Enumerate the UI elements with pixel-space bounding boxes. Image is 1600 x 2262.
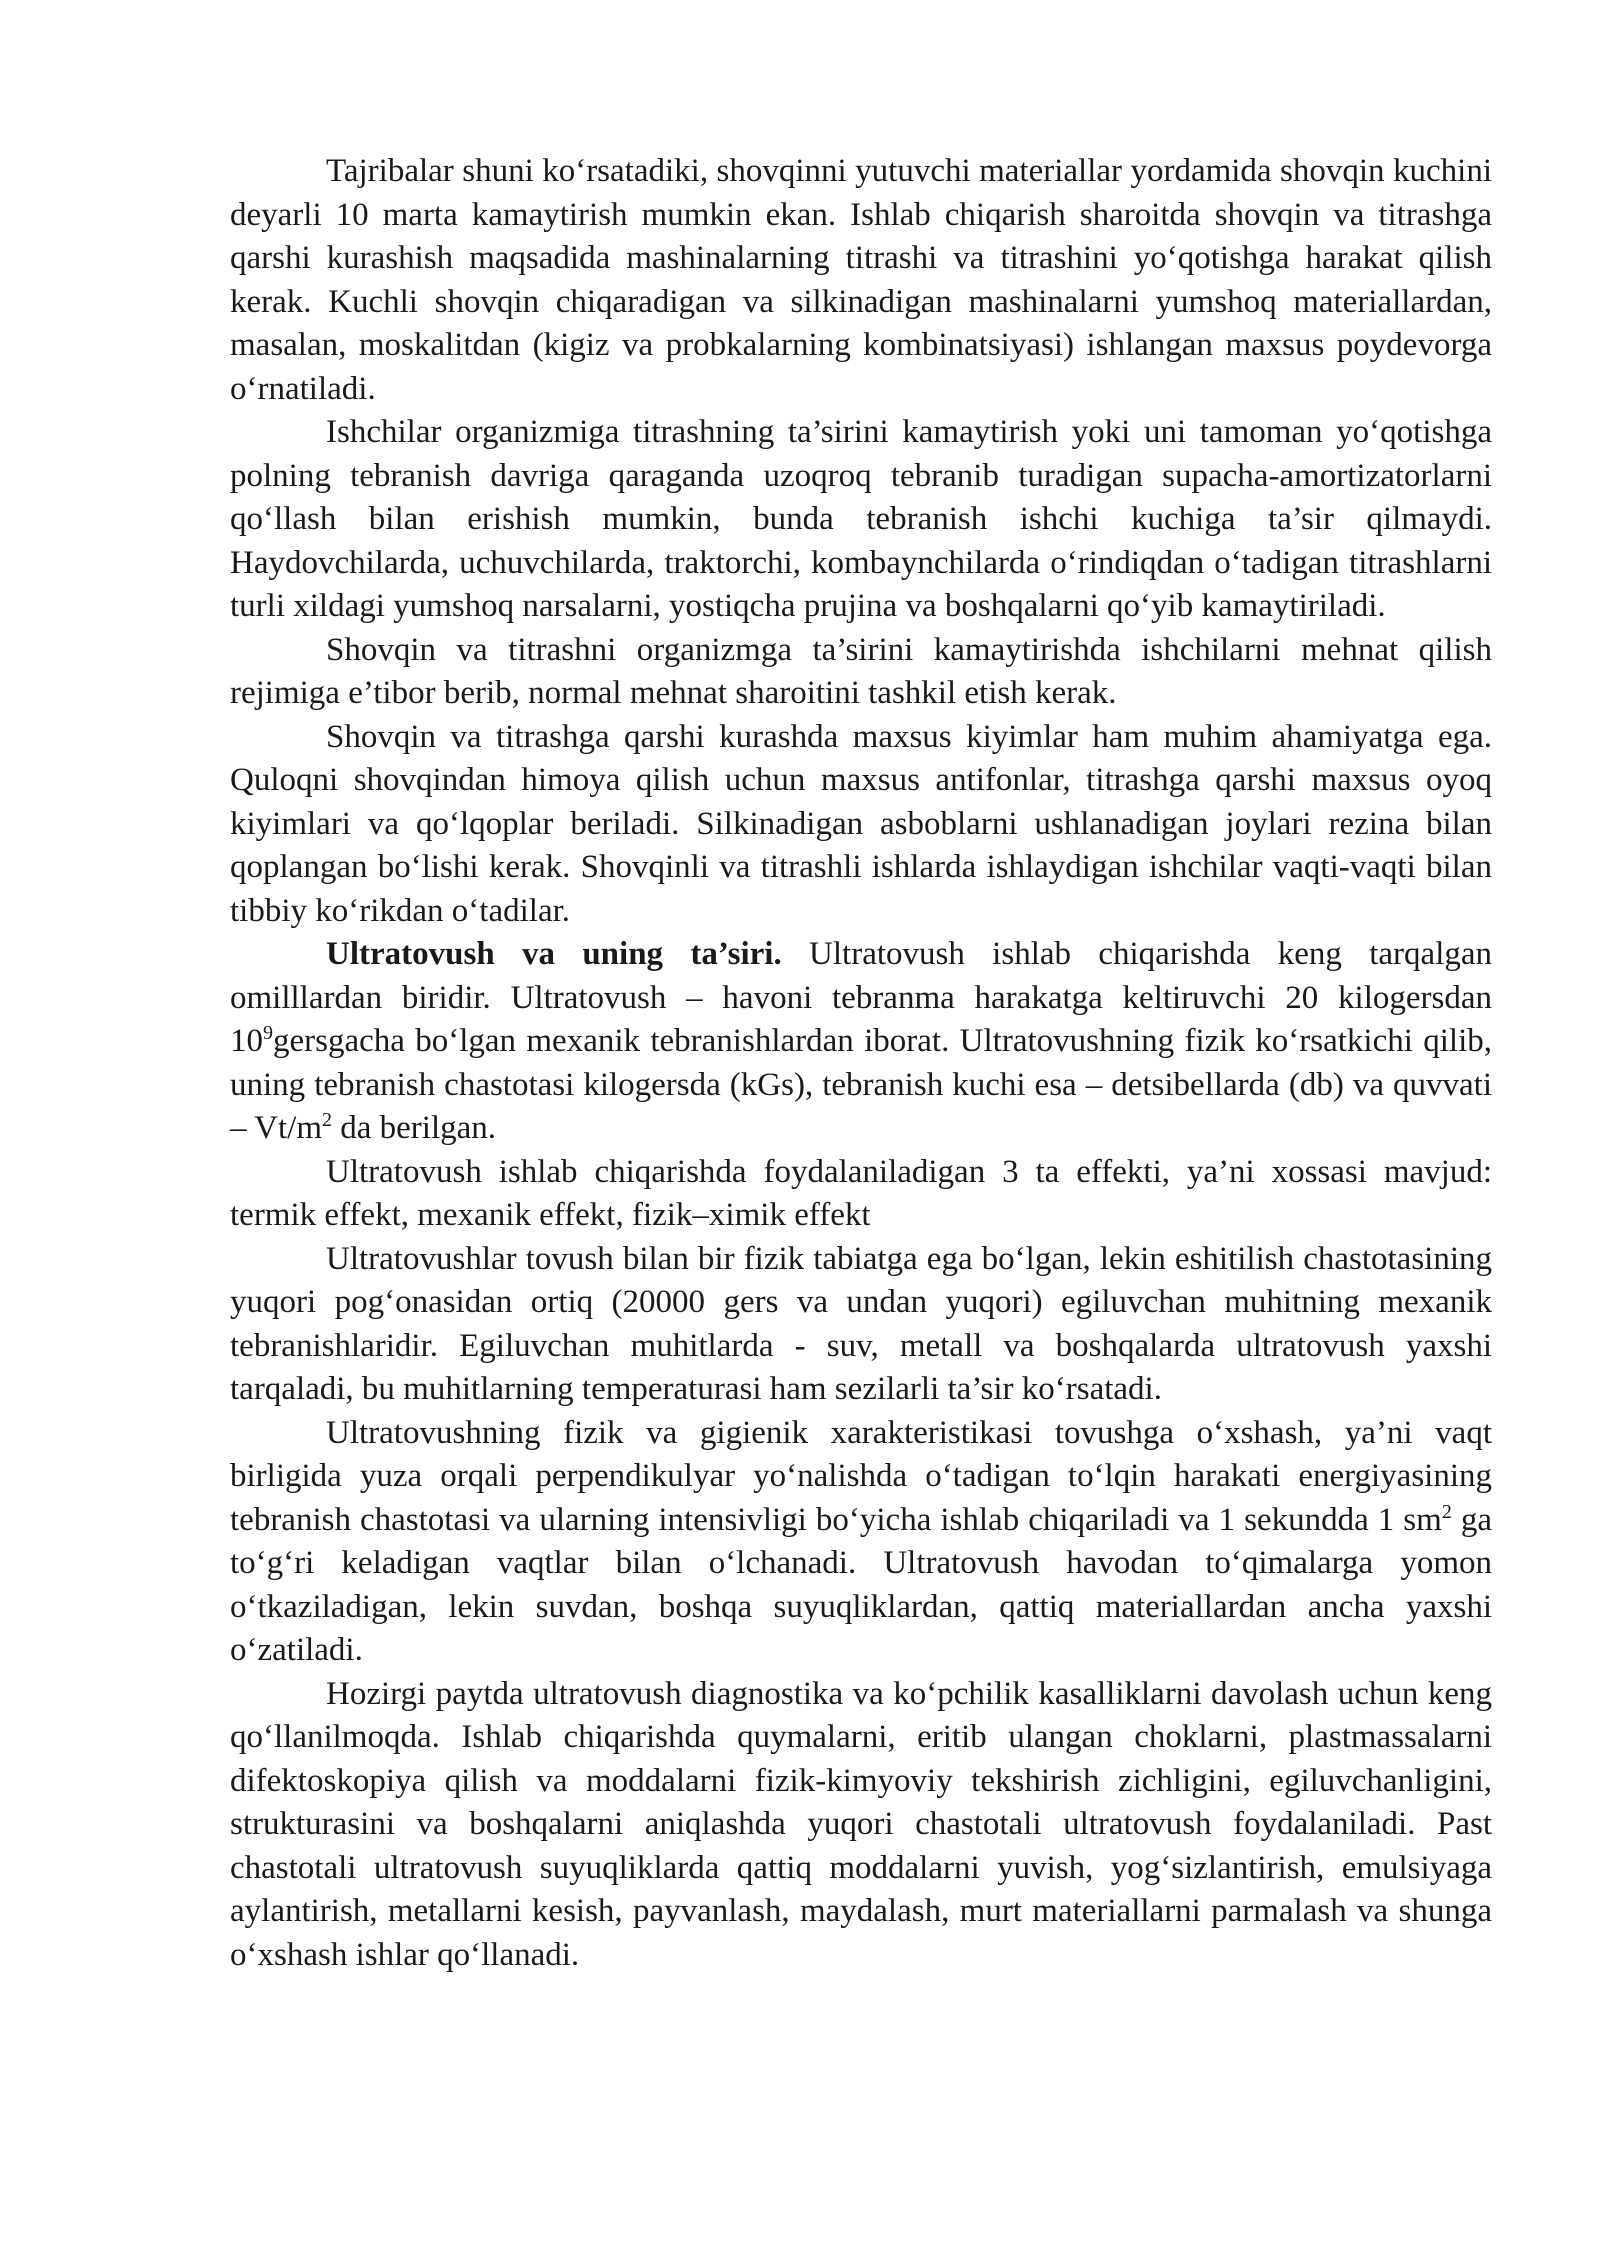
paragraph-ultrasound-applications: Hozirgi paytda ultratovush diagnostika va ko‘pchilik kasalliklarni davolash uchun keng qo‘llanilmoqda. Ishlab chiqarishda quymalarni, eritib ulangan choklarni, plastmassalarni difektoskopiya qilish va moddalarni fizik-kimyoviy tekshirish zichligini, egiluvchanligini, strukturasini va boshqalarni aniqlashda yuqori chastotali ultratovush foydalaniladi. Past chastotali ultratovush suyuqliklarda qattiq moddalarni yuvish, yog‘sizlantirish, emulsiyaga aylantirish, metallarni kesish, payvanlash, maydalash, murt materiallarni parmalash va shunga o‘xshash ishlar qo‘llanadi. <box>230 1675 1492 1973</box>
superscript: 2 <box>1441 1500 1452 1523</box>
document-page <box>230 150 1492 1977</box>
paragraph-text: Ultratovushning fizik va gigienik xarakteristikasi tovushga o‘xshash, ya’ni vaqt birligida yuza orqali perpendikulyar yo‘nalishda o‘tadigan to‘lqin harakati energiyasining tebranish chastotasi va ularning intensivligi bo‘yicha ishlab chiqariladi va 1 sekundda 1 sm <box>230 1414 1492 1538</box>
paragraph-text: gersgacha bo‘lgan mexanik tebranishlardan iborat. Ultratovushning fizik ko‘rsatkichi qilib, uning tebranish chastotasi kilogersda (kGs), tebranish kuchi esa – detsibellarda (db) va quvvati – Vt/m <box>230 1023 1492 1146</box>
paragraph-work-regime: Shovqin va titrashni organizmga ta’sirini kamaytirishda ishchilarni mehnat qilish rejimiga e’tibor berib, normal mehnat sharoitini tashkil etish kerak. <box>230 631 1492 711</box>
paragraph-text: Ultratovush ishlab chiqarishda keng tarqalgan omilllardan biridir. Ultratovush – havoni tebranma harakatga keltiruvchi 20 kilogersdan 10 <box>230 936 1493 1059</box>
section-heading-ultrasound: Ultratovush va uning ta’siri. <box>326 936 782 972</box>
paragraph-text: da berilgan. <box>332 1110 497 1146</box>
paragraph-protective-clothing: Shovqin va titrashga qarshi kurashda maxsus kiyimlar ham muhim ahamiyatga ega. Quloqni shovqindan himoya qilish uchun maxsus antifonlar, titrashga qarshi maxsus oyoq kiyimlari va qo‘lqoplar beriladi. Silkinadigan asboblarni ushlanadigan joylari rezina bilan qoplangan bo‘lishi kerak. Shovqinli va titrashli ishlarda ishlaydigan ishchilar vaqti-vaqti bilan tibbiy ko‘rikdan o‘tadilar. <box>230 718 1492 929</box>
paragraph-ultrasound-intro <box>230 933 1492 1151</box>
paragraph-noise-absorbing-materials: Tajribalar shuni ko‘rsatadiki, shovqinni yutuvchi materiallar yordamida shovqin kuchini deyarli 10 marta kamaytirish mumkin ekan. Ishlab chiqarish sharoitda shovqin va titrashga qarshi kurashish maqsadida mashinalarning titrashi va titrashini yo‘qotishga harakat qilish kerak. Kuchli shovqin chiqaradigan va silkinadigan mashinalarni yumshoq materiallardan, masalan, moskalitdan (kigiz va probkalarning kombinatsiyasi) ishlangan maxsus poydevorga o‘rnatiladi. <box>230 153 1492 407</box>
paragraph-ultrasound-characteristics <box>230 1412 1492 1673</box>
superscript: 2 <box>322 1109 332 1131</box>
paragraph-text: ga to‘g‘ri keladigan vaqtlar bilan o‘lchanadi. Ultratovush havodan to‘qimalarga yomon o‘tkaziladigan, lekin suvdan, boshqa suyuqliklardan, qattiq materiallardan ancha yaxshi o‘zatiladi. <box>230 1501 1492 1668</box>
paragraph-ultrasound-nature: Ultratovushlar tovush bilan bir fizik tabiatga ega bo‘lgan, lekin eshitilish chastotasining yuqori pog‘onasidan ortiq (20000 gers va undan yuqori) egiluvchan muhitning mexanik tebranishlaridir. Egiluvchan muhitlarda - suv, metall va boshqalarda ultratovush yaxshi tarqaladi, bu muhitlarning temperaturasi ham sezilarli ta’sir ko‘rsatadi. <box>230 1240 1492 1407</box>
superscript: 9 <box>263 1022 273 1044</box>
paragraph-ultrasound-effects: Ultratovush ishlab chiqarishda foydalaniladigan 3 ta effekti, ya’ni xossasi mavjud: termik effekt, mexanik effekt, fizik–ximik effekt <box>230 1153 1492 1233</box>
paragraph-vibration-dampers: Ishchilar organizmiga titrashning ta’sirini kamaytirish yoki uni tamoman yo‘qotishga polning tebranish davriga qaraganda uzoqroq tebranib turadigan supacha-amortizatorlarni qo‘llash bilan erishish mumkin, bunda tebranish ishchi kuchiga ta’sir qilmaydi. Haydovchilarda, uchuvchilarda, traktorchi, kombaynchilarda o‘rindiqdan o‘tadigan titrashlarni turli xildagi yumshoq narsalarni, yostiqcha prujina va boshqalarni qo‘yib kamaytiriladi. <box>230 414 1492 624</box>
